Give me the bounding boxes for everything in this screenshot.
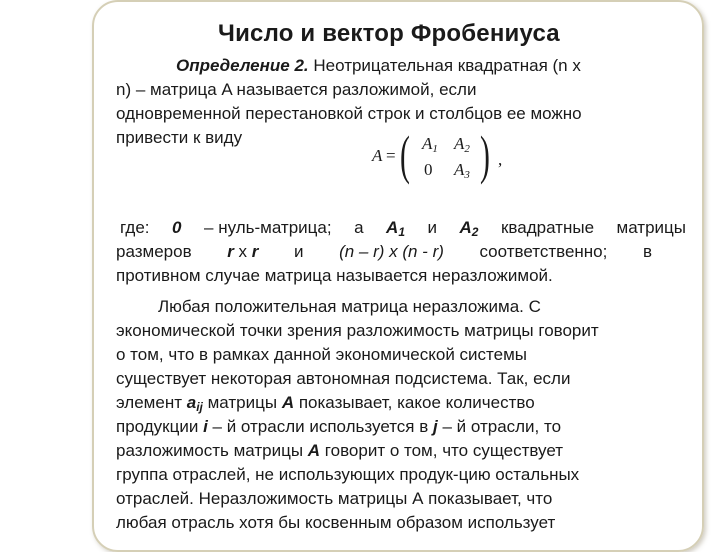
- where-line-1: где: 0 – нуль-матрица; а $A_1$ и $A_2$ квадратные матрицы: [120, 218, 686, 239]
- formula-lhs: A: [372, 146, 383, 165]
- definition-line-2: n) – матрица A называется разложимой, если: [116, 80, 477, 99]
- formula-comma: ,: [498, 150, 503, 169]
- definition-line-3: одновременной перестановкой строк и столбцов ее можно: [116, 104, 582, 123]
- paragraph-line-4: существует некоторая автономная подсистема. Так, если: [116, 369, 571, 388]
- paragraph-line-6: продукции i – й отрасли используется в j – й отрасли, то: [116, 417, 562, 436]
- definition-line-4: привести к виду: [116, 128, 243, 147]
- paragraph-line-7: разложимость матрицы A говорит о том, что существует: [116, 441, 564, 460]
- slide-title: Число и вектор Фробениуса: [218, 20, 560, 47]
- paragraph-line-8: группа отраслей, не использующих продук-цию остальных: [116, 465, 580, 484]
- paragraph-line-1: Любая положительная матрица неразложима. С: [158, 297, 541, 316]
- cell-zero: 0: [424, 160, 433, 179]
- paragraph-line-10: любая отрасль хотя бы косвенным образом использует: [116, 513, 556, 532]
- cell-a3: $A_3$: [454, 160, 470, 181]
- definition-text: Неотрицательная квадратная (n x: [313, 56, 581, 75]
- definition-label: Определение 2.: [176, 56, 309, 75]
- cell-a2: $A_2$: [454, 134, 470, 155]
- block-matrix-formula: [372, 125, 512, 186]
- cell-a1: $A_1$: [422, 134, 438, 155]
- formula-equals: =: [386, 146, 396, 165]
- right-paren: ): [480, 125, 490, 185]
- paragraph-line-5: элемент $a_{ij}$ матрицы A показывает, какое количество: [116, 393, 535, 414]
- paragraph-line-9: отраслей. Неразложимость матрицы А показывает, что: [116, 489, 553, 508]
- where-line-3: противном случае матрица называется неразложимой.: [116, 266, 553, 285]
- paragraph-line-3: о том, что в рамках данной экономической системы: [116, 345, 528, 364]
- definition-line-1: [176, 56, 581, 76]
- where-line-2: размеров r x r и (n – r) x (n - r) соответственно; в: [116, 242, 652, 261]
- left-paren: (: [400, 125, 410, 185]
- paragraph-line-2: экономической точки зрения разложимость матрицы говорит: [116, 321, 599, 340]
